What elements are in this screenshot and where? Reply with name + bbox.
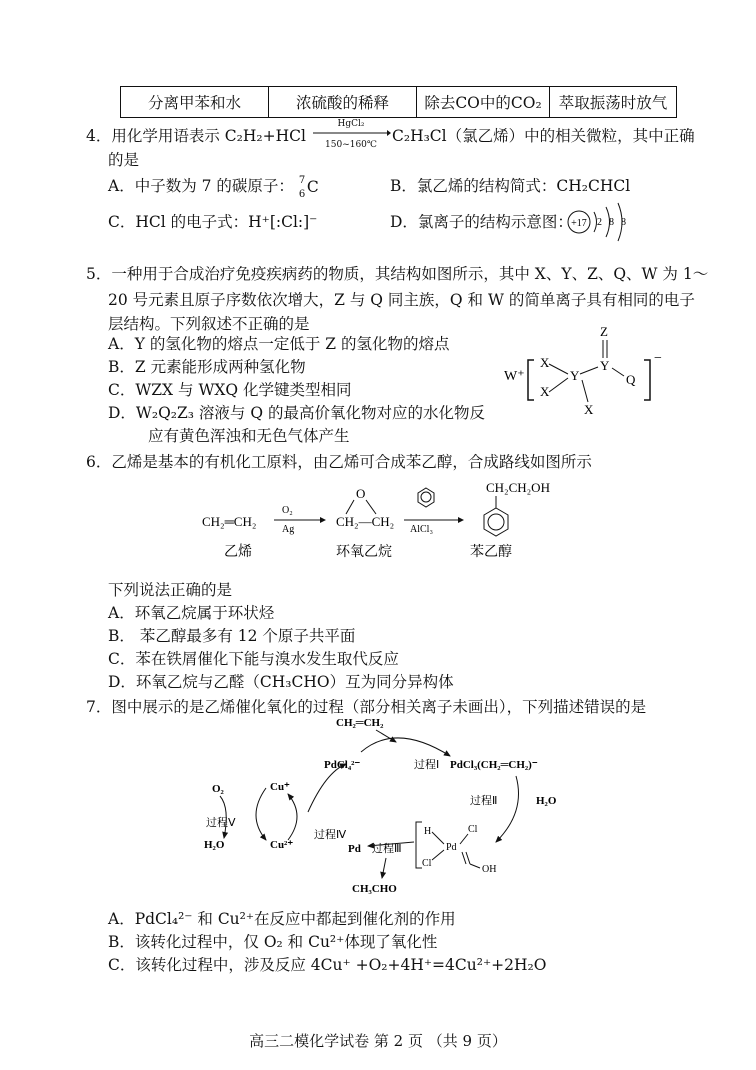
q4-arrow	[311, 119, 391, 150]
nucleus-label: +17	[571, 218, 587, 229]
q6-stem	[86, 452, 592, 472]
atom-w: W⁺	[504, 369, 525, 384]
cu2plus-label: Cu²⁺	[270, 839, 294, 851]
atom-x3: X	[584, 402, 594, 417]
q6-option-d: D．环氧乙烷与乙醛（CH₃CHO）互为同分异构体	[108, 673, 454, 691]
q4-option-a	[108, 175, 321, 200]
label-phenylethanol: 苯乙醇	[470, 544, 512, 560]
reaction-arrow-icon	[311, 129, 391, 137]
q6-synthesis-route	[196, 476, 596, 566]
water-out-label: H₂O	[204, 839, 225, 851]
atom-z: Z	[600, 324, 608, 339]
q5-line1: 一种用于合成治疗免疫疾病药的物质，其结构如图所示，其中 X、Y、Z、Q、W 为 1～	[111, 265, 709, 283]
q7-option-a: A．PdCl₄²⁻ 和 Cu²⁺在反应中都起到催化剂的作用	[108, 910, 456, 928]
epoxide-formula: CH₂—CH₂	[336, 514, 395, 529]
q5-stem-line1	[86, 264, 708, 284]
chloride-ion-diagram	[565, 200, 645, 244]
q5-option-c: C．WZX 与 WXQ 化学键类型相同	[108, 381, 352, 399]
acetaldehyde-label: CH₃CHO	[352, 883, 397, 895]
process-2-label: 过程Ⅱ	[470, 794, 498, 807]
ethylene-formula: CH₂═CH₂	[202, 514, 257, 529]
pdcl3-label: PdCl₃(CH₂═CH₂)⁻	[450, 759, 538, 771]
table-cell: 萃取振荡时放气	[550, 87, 677, 118]
complex-cl1: Cl	[468, 824, 478, 835]
q4-option-b: B．氯乙烯的结构简式：CH₂CHCl	[390, 177, 631, 195]
option-c-text: C．HCl 的电子式：	[108, 213, 249, 231]
electron-formula: H⁺[:Cl:]⁻	[248, 213, 318, 231]
q7-number: 7．	[86, 698, 112, 716]
shell-2: 8	[609, 217, 614, 228]
q6-option-b: B． 苯乙醇最多有 12 个原子共平面	[108, 627, 356, 645]
atom-q: Q	[626, 372, 636, 387]
q6-stem-text: 乙烯是基本的有机化工原料，由乙烯可合成苯乙醇，合成路线如图所示	[111, 453, 592, 471]
complex-pd: Pd	[446, 842, 457, 853]
q7-stem-text: 图中展示的是乙烯催化氧化的过程（部分相关离子未画出），下列描述错误的是	[111, 698, 647, 716]
q7-option-c: C．该转化过程中，涉及反应 4Cu⁺ +O₂+4H⁺=4Cu²⁺+2H₂O	[108, 956, 547, 974]
process-3-label: 过程Ⅲ	[372, 842, 402, 855]
cu-plus-label: Cu⁺	[270, 781, 290, 793]
q4-option-c	[108, 212, 317, 232]
process-1-label: 过程Ⅰ	[414, 758, 440, 771]
q4-number: 4．	[86, 127, 112, 145]
q6-number: 6．	[86, 453, 112, 471]
q4-stem-start: 用化学用语表示 C₂H₂+HCl	[111, 127, 306, 145]
top-table	[120, 86, 677, 118]
q7-catalytic-cycle	[196, 712, 596, 902]
atom-x1: X	[540, 355, 550, 370]
shell-1: 2	[597, 217, 602, 228]
element-symbol: C	[306, 178, 319, 196]
epoxide-oxygen: O	[356, 486, 366, 501]
q6-option-c: C．苯在铁屑催化下能与溴水发生取代反应	[108, 650, 399, 668]
q5-number: 5．	[86, 265, 112, 283]
pd-label: Pd	[348, 843, 361, 855]
q5-stem-line3: 层结构。下列叙述不正确的是	[108, 315, 310, 333]
q5-structure-diagram	[500, 322, 680, 422]
table-cell: 浓硫酸的稀释	[269, 87, 417, 118]
q5-option-d: D．W₂Q₂Z₃ 溶液与 Q 的最高价氧化物对应的水化物反	[108, 404, 485, 422]
o2-label: O₂	[212, 783, 224, 795]
arrow-top-label: HgCl₂	[337, 119, 365, 129]
atom-x2: X	[540, 384, 550, 399]
atomic-number: 6	[298, 189, 306, 200]
charge-sign: −	[654, 351, 662, 366]
mass-number: 7	[298, 175, 306, 186]
option-a-text: A．中子数为 7 的碳原子：	[108, 177, 294, 195]
shell-3: 8	[621, 217, 626, 228]
q7-option-b: B．该转化过程中，仅 O₂ 和 Cu²⁺体现了氧化性	[108, 933, 438, 951]
table-cell: 分离甲苯和水	[121, 87, 269, 118]
q6-question: 下列说法正确的是	[108, 581, 233, 599]
q5-stem-line2: 20 号元素且原子序数依次增大，Z 与 Q 同主族，Q 和 W 的简单离子具有相同的电子	[108, 291, 695, 309]
pdcl4-label: PdCl₄²⁻	[324, 759, 361, 771]
complex-cl2: Cl	[422, 858, 432, 869]
q5-option-d-cont: 应有黄色浑浊和无色气体产生	[148, 427, 350, 445]
q4-stem-line2: 的是	[108, 151, 140, 169]
arrow-bottom-label: 150~160℃	[325, 140, 377, 150]
product-chain: CH₂CH₂OH	[486, 480, 550, 495]
water-in-label: H₂O	[536, 795, 557, 807]
label-ethylene: 乙烯	[224, 544, 252, 560]
ag-catalyst: Ag	[282, 524, 295, 535]
q6-option-a: A．环氧乙烷属于环状烃	[108, 604, 275, 622]
q5-option-b: B．Z 元素能形成两种氢化物	[108, 358, 306, 376]
page-footer: 高三二模化学试卷 第 2 页 （共 9 页）	[249, 1032, 507, 1050]
alcl3-catalyst: AlCl₃	[410, 524, 433, 535]
q4-option-d: D．氯离子的结构示意图：	[390, 213, 573, 231]
process-4-label: 过程Ⅳ	[314, 828, 347, 841]
complex-oh: OH	[482, 864, 497, 875]
complex-h: H	[424, 826, 432, 837]
atom-y1: Y	[570, 368, 580, 383]
process-5-label: 过程Ⅴ	[206, 816, 236, 829]
table-cell: 除去CO中的CO₂	[417, 87, 550, 118]
o2-reagent: O₂	[282, 505, 293, 516]
ethylene-label: CH₂═CH₂	[336, 717, 384, 729]
q4-stem-line1	[86, 126, 306, 146]
label-epoxide: 环氧乙烷	[336, 544, 392, 560]
q5-option-a: A．Y 的氢化物的熔点一定低于 Z 的氢化物的熔点	[108, 335, 450, 353]
nuclide-symbol	[298, 175, 321, 200]
q4-stem-end: C₂H₃Cl（氯乙烯）中的相关微粒，其中正确	[392, 127, 695, 145]
atom-y2: Y	[600, 358, 610, 373]
